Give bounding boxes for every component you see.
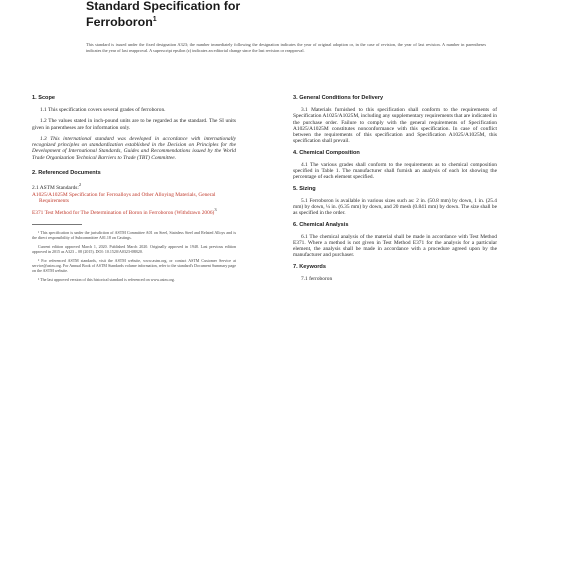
paragraph-1-3: 1.3 This international standard was developed in accordance with internationally recognized principles on standardization established in the Decision on Principles for the Development of International Standards, Guides and Recommendations issued by the World Trade Organization Technical Barriers to Trade (TBT) Committee. [32,135,236,161]
paragraph-2-1 [32,182,236,191]
title-text: Ferroboron [86,15,153,30]
footnote-divider [32,224,82,225]
paragraph-3-1: 3.1 Materials furnished to this specification shall conform to the requirements of Specification A1025/A1025M, including any supplementary requirements that are indicated in the purchase order. Failure to comply with the general requirements of Specification A1025/A1025M constitutes nonconformance with this specification. In case of conflict between the requirements of this specification and Specification A1025/A1025M, this specification shall prevail. [293,107,497,145]
reference-a1025[interactable]: A1025/A1025M Specification for Ferroalloys and Other Alloying Materials, General Requirements [32,192,216,205]
section-7-heading: 7. Keywords [293,263,326,270]
paragraph-7-1: 7.1 ferroboron [301,275,333,282]
footnote-1: ¹ This specification is under the jurisdiction of ASTM Committee A01 on Steel, Stainless Steel and Related Alloys and is the direct responsibility of Subcommittee A01.18 on Castings. [32,229,236,240]
paragraph-6-1: 6.1 The chemical analysis of the material shall be made in accordance with Test Method E371. Where a method is not given in Test Method E371 for the analysis for a particular element, the analysis shall be made in accordance with a procedure agreed upon by the manufacturer and purchaser. [293,233,497,259]
footnote-mark-3: 3 [214,206,217,212]
left-column [32,95,236,286]
footnote-2: ² For referenced ASTM standards, visit the ASTM website, www.astm.org, or contact ASTM Customer Service at service@astm.org. For Annual Book of ASTM Standards volume information, refer to the standard's Document Summary page on the ASTM website. [32,257,236,273]
footnote-3: ³ The last approved version of this historical standard is referenced on www.astm.org. [38,276,175,282]
paragraph-5-1: 5.1 Ferroboron is available in various sizes such as: 2 in. (50.8 mm) by down, 1 in. (25.4 mm) by down, ¼ in. (6.35 mm) by down, and 20 mesh (0.841 mm) by down. The size shall be as specified in the order. [293,197,497,217]
title-line-1: Standard Specification for [86,0,241,13]
section-1-heading: 1. Scope [32,95,56,101]
section-5-heading: 5. Sizing [293,185,316,192]
section-4-heading: 4. Chemical Composition [293,149,360,156]
astm-standards-label: 2.1 ASTM Standards: [32,184,79,191]
title-footnote-mark: 1 [152,16,157,23]
reference-e371[interactable] [32,207,236,216]
document-title [86,0,506,29]
section-3-heading: 3. General Conditions for Delivery [293,95,384,101]
paragraph-1-2: 1.2 The values stated in inch-pound units are to be regarded as the standard. The SI units given in parentheses are for information only. [32,118,236,131]
title-line-2 [86,13,506,29]
section-2-heading: 2. Referenced Documents [32,170,101,177]
footnote-1-edition: Current edition approved March 1, 2020. Published March 2020. Originally approved in 1948. Last previous edition approved in 2015 as A323 – 08 (2015). DOI: 10.1520/A0323-08R20. [32,243,236,254]
paragraph-4-1: 4.1 The various grades shall conform to the requirements as to chemical composition specified in Table 1. The manufacturer shall furnish an analysis of each lot showing the percentage of each element specified. [293,161,497,181]
paragraph-1-1: 1.1 This specification covers several grades of ferroboron. [40,107,166,113]
footnote-mark-2: 2 [78,182,82,188]
designation-preface: This standard is issued under the fixed designation A323; the number immediately following the designation indicates the year of original adoption or, in the case of revision, the year of last revision. A number in parentheses indicates the year of last reapproval. A superscript epsilon (ε) indicates an editorial change since the last revision or reapproval. [86,42,486,53]
section-6-heading: 6. Chemical Analysis [293,221,349,228]
right-column [293,95,497,287]
reference-e371-title[interactable]: Test Method for The Determination of Boron in Ferroboron (Withdrawn 2006) [43,209,215,216]
reference-e371-code[interactable]: E371 [32,209,44,216]
